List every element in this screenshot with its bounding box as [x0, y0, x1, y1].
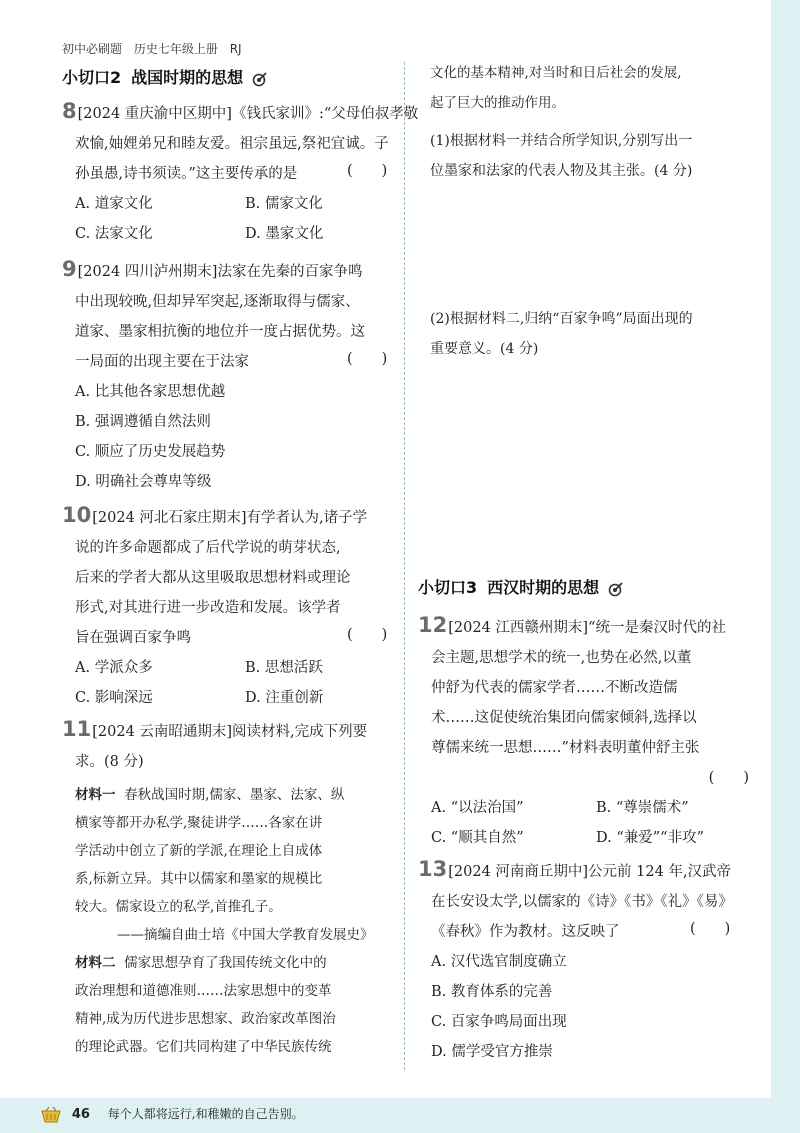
question-10 [62, 500, 397, 713]
running-header [62, 40, 250, 57]
page-footer [40, 1105, 304, 1123]
question-line: 仲舒为代表的儒家学者……不断改造儒 [431, 680, 678, 696]
option-d[interactable]: D. 明确社会尊卑等级 [75, 474, 212, 490]
section-label: 小切口3 [418, 578, 478, 597]
section-3-title [418, 576, 758, 600]
question-text: [2024 四川泸州期末]法家在先秦的百家争鸣 [77, 264, 363, 280]
target-pencil-icon [252, 71, 268, 87]
option-row [62, 683, 397, 713]
footer-motto: 每个人都将远行,和稚嫩的自己告别。 [107, 1107, 304, 1121]
option-c[interactable]: C. 法家文化 [75, 226, 153, 242]
answer-blank[interactable]: ( ) [347, 351, 388, 367]
question-line: 旨在强调百家争鸣 [75, 630, 191, 646]
left-column [62, 66, 397, 90]
option-d[interactable]: D. 注重创新 [245, 690, 324, 706]
material-line: 横家等都开办私学,聚徒讲学……各家在讲 [75, 815, 323, 831]
question-line: 尊儒来统一思想……”材料表明董仲舒主张 [431, 740, 700, 756]
column-divider [404, 62, 405, 1070]
question-line: 《春秋》作为教材。这反映了 [431, 924, 620, 940]
question-line [418, 610, 763, 643]
question-number: 8 [62, 99, 77, 123]
target-pencil-icon [608, 581, 624, 597]
question-text: [2024 河北石家庄期末]有学者认为,诸子学 [92, 510, 368, 526]
answer-blank[interactable]: ( ) [690, 921, 731, 937]
section-2-title [62, 66, 397, 90]
page-number: 46 [71, 1107, 90, 1122]
option-b[interactable]: B. 强调遵循自然法则 [75, 414, 211, 430]
material-line [75, 781, 397, 809]
material-line: 系,标新立异。其中以儒家和墨家的规模比 [75, 871, 323, 887]
book-name: 历史七年级上册 [133, 42, 218, 56]
option-row [418, 823, 763, 853]
sub-question-line: (1)根据材料一并结合所学知识,分别写出一 [430, 133, 693, 149]
question-line [62, 254, 397, 287]
option-b[interactable]: B. “尊崇儒术” [596, 800, 689, 816]
question-line: 中出现较晚,但却异军突起,逐渐取得与儒家、 [75, 294, 360, 310]
question-line: 孙虽愚,诗书须读。”这主要传承的是 [75, 166, 298, 182]
question-9 [62, 254, 397, 497]
answer-space-1[interactable] [430, 186, 765, 304]
sub-question-2 [430, 304, 765, 364]
question-line: 术……这促使统治集团向儒家倾斜,选择以 [431, 710, 697, 726]
question-number: 13 [418, 857, 448, 881]
option-row [418, 793, 763, 823]
answer-blank[interactable]: ( ) [347, 627, 388, 643]
option-row [62, 653, 397, 683]
material-line: 文化的基本精神,对当时和日后社会的发展, [430, 65, 682, 81]
question-line: 在长安设太学,以儒家的《诗》《书》《礼》《易》 [431, 894, 733, 910]
question-line: 求。(8 分) [75, 754, 144, 770]
option-row [62, 189, 397, 219]
edition-tag: RJ [229, 42, 242, 56]
question-12 [418, 610, 763, 853]
option-b[interactable]: B. 思想活跃 [245, 660, 323, 676]
option-a[interactable]: A. 道家文化 [75, 196, 153, 212]
question-line [62, 96, 419, 129]
top-strip [0, 0, 800, 36]
question-line [62, 500, 397, 533]
material-label: 材料二 [75, 955, 116, 971]
material-line: 精神,成为历代进步思想家、政治家改革图治 [75, 1011, 336, 1027]
question-line: 道家、墨家相抗衡的地位并一度占据优势。这 [75, 324, 365, 340]
material-line: 政治理想和道德准则……法家思想中的变革 [75, 983, 332, 999]
series-name: 初中必刷题 [62, 42, 123, 56]
question-line: 后来的学者大都从这里吸取思想材料或理论 [75, 570, 351, 586]
material-1 [62, 781, 397, 949]
answer-blank[interactable]: ( ) [347, 163, 388, 179]
option-a[interactable]: A. 汉代选官制度确立 [431, 954, 567, 970]
answer-blank[interactable]: ( ) [708, 770, 749, 786]
option-a[interactable]: A. 学派众多 [75, 660, 153, 676]
option-a[interactable]: A. “以法治国” [431, 800, 524, 816]
section-title-text: 西汉时期的思想 [487, 578, 600, 597]
material-label: 材料一 [75, 787, 116, 803]
question-line: 欢愉,妯娌弟兄和睦友爱。祖宗虽远,祭祀宜诚。子 [75, 136, 389, 152]
sub-question-line: 位墨家和法家的代表人物及其主张。(4 分) [430, 163, 693, 179]
option-d[interactable]: D. 墨家文化 [245, 226, 324, 242]
question-11 [62, 714, 397, 1061]
option-row [62, 219, 397, 249]
question-13 [418, 854, 763, 1067]
sub-question-line: (2)根据材料二,归纳“百家争鸣”局面出现的 [430, 311, 693, 327]
question-number: 10 [62, 503, 92, 527]
question-11-continued [430, 58, 765, 364]
section-title-text: 战国时期的思想 [131, 68, 244, 87]
option-b[interactable]: B. 儒家文化 [245, 196, 323, 212]
material-source: ——摘编自曲士培《中国大学教育发展史》 [117, 927, 374, 943]
option-d[interactable]: D. “兼爱”“非攻” [596, 830, 704, 846]
option-c[interactable]: C. 影响深远 [75, 690, 153, 706]
option-a[interactable]: A. 比其他各家思想优越 [75, 384, 226, 400]
material-2 [62, 949, 397, 1061]
material-line: 学活动中创立了新的学派,在理论上自成体 [75, 843, 323, 859]
section-label: 小切口2 [62, 68, 122, 87]
question-line [62, 714, 397, 747]
material-line: 的理论武器。它们共同构建了中华民族传统 [75, 1039, 332, 1055]
question-number: 9 [62, 257, 77, 281]
question-number: 12 [418, 613, 448, 637]
basket-icon [40, 1107, 62, 1123]
question-line: 形式,对其进行进一步改造和发展。该学者 [75, 600, 341, 616]
material-line: 起了巨大的推动作用。 [430, 95, 565, 111]
question-text: [2024 河南商丘期中]公元前 124 年,汉武帝 [448, 864, 732, 880]
question-line: 一局面的出现主要在于法家 [75, 354, 249, 370]
sub-question-line: 重要意义。(4 分) [430, 341, 539, 357]
material-text: 儒家思想孕育了我国传统文化中的 [124, 955, 327, 971]
option-c[interactable]: C. “顺其自然” [431, 830, 524, 846]
question-text: [2024 云南昭通期末]阅读材料,完成下列要 [92, 724, 368, 740]
option-d[interactable]: D. 儒学受官方推崇 [431, 1044, 553, 1060]
material-text: 春秋战国时期,儒家、墨家、法家、纵 [124, 787, 345, 803]
right-margin-band [771, 0, 800, 1133]
question-line: 说的许多命题都成了后代学说的萌芽状态, [75, 540, 341, 556]
option-c[interactable]: C. 顺应了历史发展趋势 [75, 444, 226, 460]
question-text: [2024 江西赣州期末]“统一是秦汉时代的社 [448, 620, 726, 636]
section-3 [418, 576, 758, 600]
option-c[interactable]: C. 百家争鸣局面出现 [431, 1014, 567, 1030]
material-line [75, 949, 397, 977]
question-line: 会主题,思想学术的统一,也势在必然,以董 [431, 650, 692, 666]
option-b[interactable]: B. 教育体系的完善 [431, 984, 553, 1000]
material-line: 较大。儒家设立的私学,首推孔子。 [75, 899, 282, 915]
question-number: 11 [62, 717, 92, 741]
sub-question-1 [430, 126, 765, 186]
question-8 [62, 96, 419, 249]
question-text: [2024 重庆渝中区期中]《钱氏家训》:“父母伯叔孝敬 [77, 106, 419, 122]
question-line [418, 854, 763, 887]
